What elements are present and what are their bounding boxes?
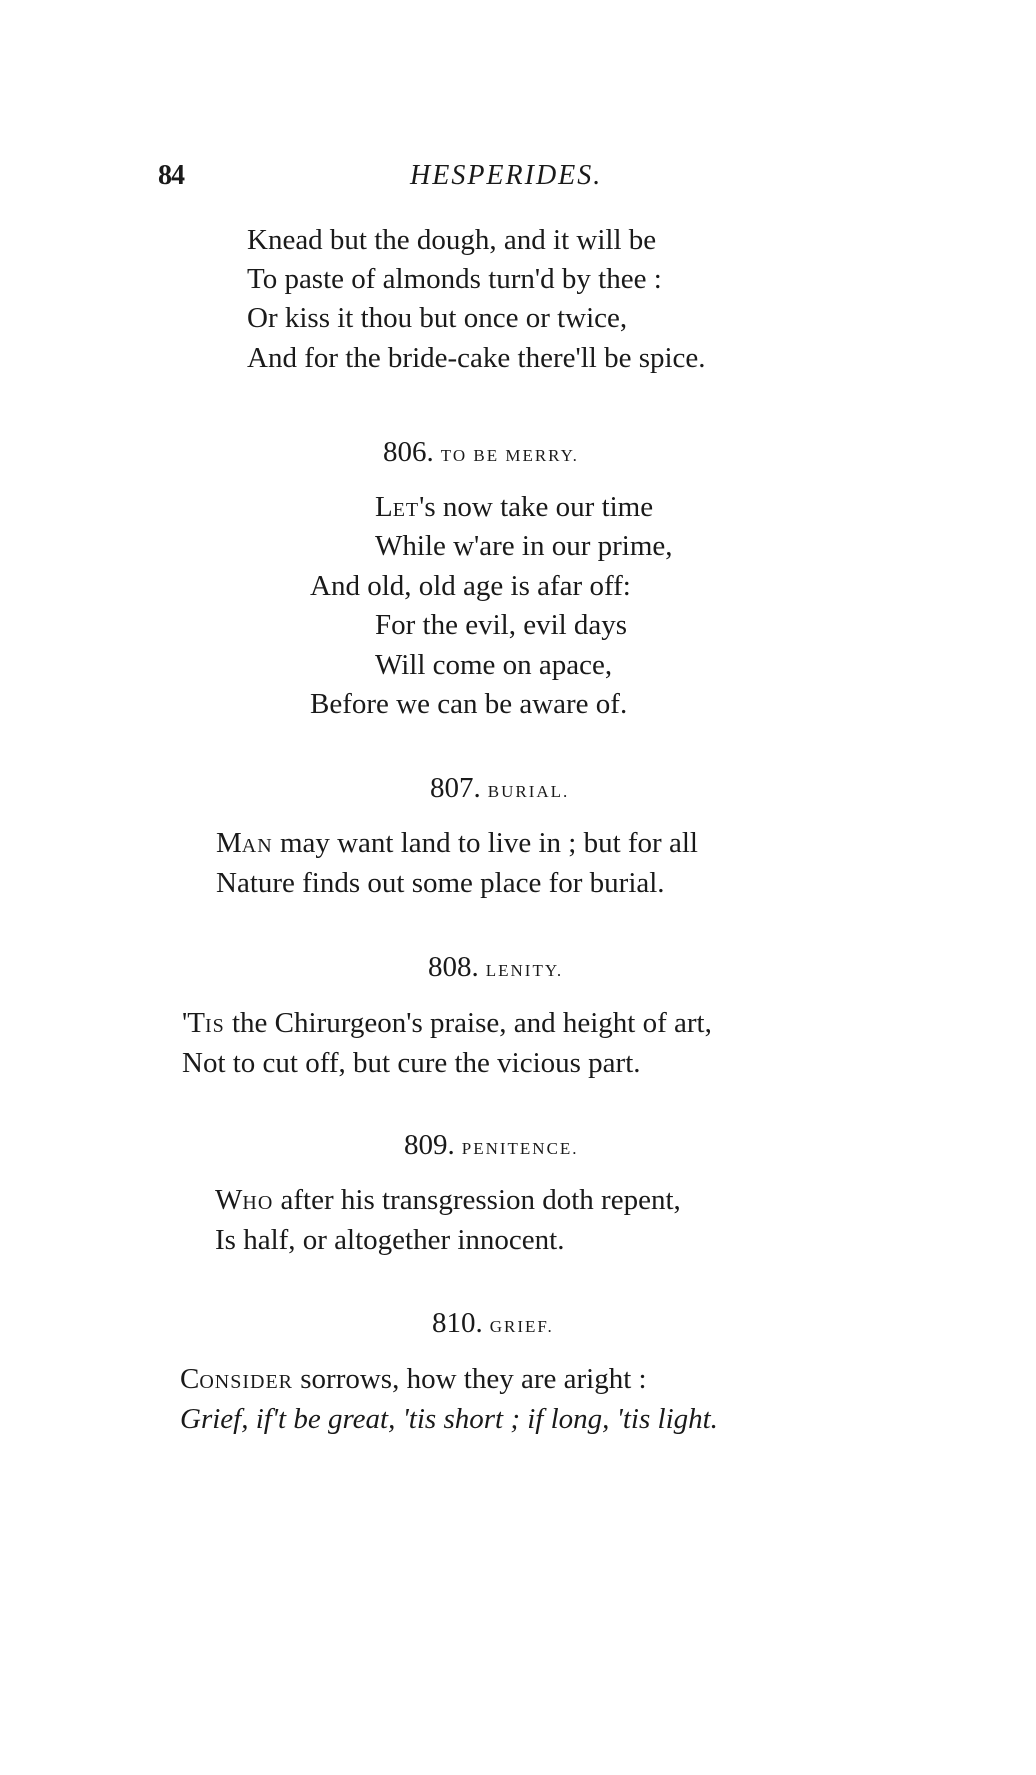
line-text: after his transgression doth repent, <box>273 1184 681 1216</box>
line-text: may want land to live in ; but for all <box>272 827 698 859</box>
poem-title: BURIAL. <box>487 782 570 801</box>
poem-806-line-3: And old, old age is afar off: <box>310 570 631 602</box>
poem-title: LENITY. <box>485 961 564 980</box>
poem-heading-809 <box>404 1131 579 1160</box>
fragment-line-1: Knead but the dough, and it will be <box>247 224 657 256</box>
poem-806-line-4: For the evil, evil days <box>375 609 628 641</box>
poem-809-line-2: Is half, or altogether innocent. <box>215 1224 565 1256</box>
fragment-line-2: To paste of almonds turn'd by thee : <box>247 263 662 295</box>
poem-heading-810 <box>432 1309 554 1338</box>
poem-number: 807. <box>430 772 481 804</box>
small-caps: HO <box>242 1192 274 1214</box>
line-text: 's now take our time <box>419 491 654 523</box>
poem-808-line-2: Not to cut off, but cure the vicious part. <box>182 1047 641 1079</box>
small-caps: ONSIDER <box>199 1371 294 1393</box>
poem-number: 809. <box>404 1129 455 1161</box>
poem-heading-807 <box>430 774 569 803</box>
poem-806-line-6: Before we can be aware of. <box>310 688 628 720</box>
poem-number: 808. <box>428 951 479 983</box>
poem-807-line-1 <box>216 829 698 858</box>
poem-806-line-5: Will come on apace, <box>375 649 613 681</box>
initial-capital: 'T <box>182 1007 205 1039</box>
poem-heading-808 <box>428 953 563 982</box>
poem-806-line-1 <box>375 493 653 522</box>
poem-806-line-2: While w'are in our prime, <box>375 530 673 562</box>
fragment-line-4: And for the bride-cake there'll be spice. <box>247 342 706 374</box>
initial-capital: W <box>215 1184 243 1216</box>
line-text: sorrows, how they are aright : <box>293 1363 647 1395</box>
line-text: the Chirurgeon's praise, and height of art, <box>224 1007 712 1039</box>
poem-809-line-1 <box>215 1186 681 1215</box>
page-number: 84 <box>158 160 184 191</box>
poem-807-line-2: Nature finds out some place for burial. <box>216 867 665 899</box>
initial-capital: M <box>216 827 242 859</box>
small-caps: ET <box>392 499 420 521</box>
fragment-line-3: Or kiss it thou but once or twice, <box>247 302 628 334</box>
poem-number: 810. <box>432 1307 483 1339</box>
poem-number: 806. <box>383 436 434 468</box>
poem-title: GRIEF. <box>489 1317 554 1336</box>
poem-title: PENITENCE. <box>461 1139 579 1158</box>
small-caps: AN <box>241 835 273 857</box>
initial-capital: L <box>375 491 393 523</box>
poem-808-line-1 <box>182 1009 712 1038</box>
initial-capital: C <box>180 1363 200 1395</box>
poem-810-line-1 <box>180 1365 647 1394</box>
poem-810-line-2: Grief, if't be great, 'tis short ; if long, 'tis light. <box>180 1403 718 1435</box>
small-caps: IS <box>204 1015 225 1037</box>
poem-heading-806 <box>383 438 579 467</box>
poem-title: TO BE MERRY. <box>440 446 579 465</box>
running-title: HESPERIDES. <box>410 160 603 191</box>
